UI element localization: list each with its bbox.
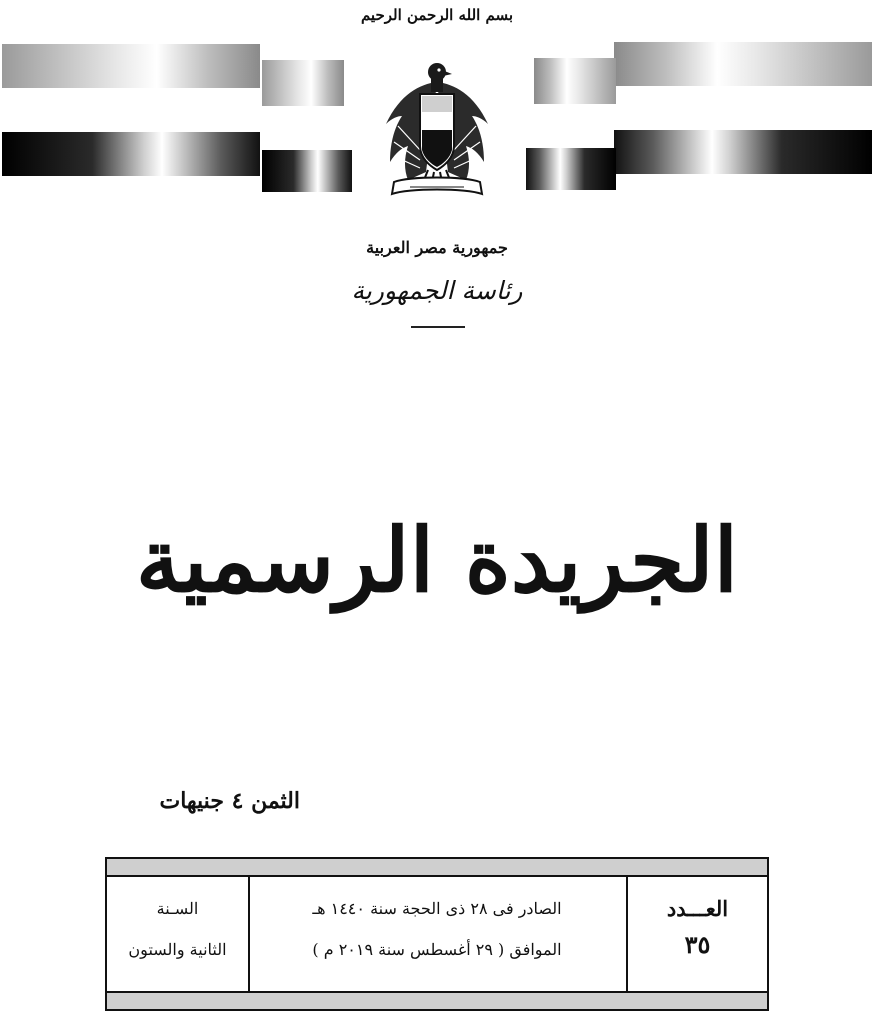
banner-stripe-black-right-inner: [526, 148, 616, 190]
info-box-bottom-bar: [105, 991, 769, 1011]
banner-stripe-silver-left-inner: [262, 60, 344, 106]
banner-stripe-silver-right-inner: [534, 58, 616, 104]
banner-stripe-silver-left: [2, 44, 260, 88]
issue-date-hijri: الصادر فى ٢٨ ذى الحجة سنة ١٤٤٠ هـ: [312, 899, 562, 918]
price-label: الثمن ٤ جنيهات: [159, 788, 300, 814]
gazette-title: الجريدة الرسمية: [135, 508, 739, 612]
year-value: الثانية والستون: [128, 940, 227, 959]
presidency-underline: [411, 326, 465, 328]
issue-date-gregorian: الموافق ( ٢٩ أغسطس سنة ٢٠١٩ م ): [312, 940, 562, 959]
issue-number: ٣٥: [684, 930, 711, 959]
banner-stripe-black-left: [2, 132, 260, 176]
issue-label: العـــدد: [666, 896, 729, 921]
presidency-title: رئاسة الجمهورية: [351, 276, 523, 305]
info-box-top-bar: [105, 857, 769, 877]
banner-stripe-black-right: [614, 130, 872, 174]
info-box-divider-left: [248, 877, 250, 991]
banner-stripe-silver-right: [614, 42, 872, 86]
basmala-text: بسم الله الرحمن الرحيم: [360, 6, 514, 24]
egypt-eagle-emblem-icon: [380, 54, 494, 204]
republic-name: جمهورية مصر العربية: [366, 238, 508, 257]
year-label: السـنة: [156, 899, 199, 918]
banner-stripe-black-left-inner: [262, 150, 352, 192]
